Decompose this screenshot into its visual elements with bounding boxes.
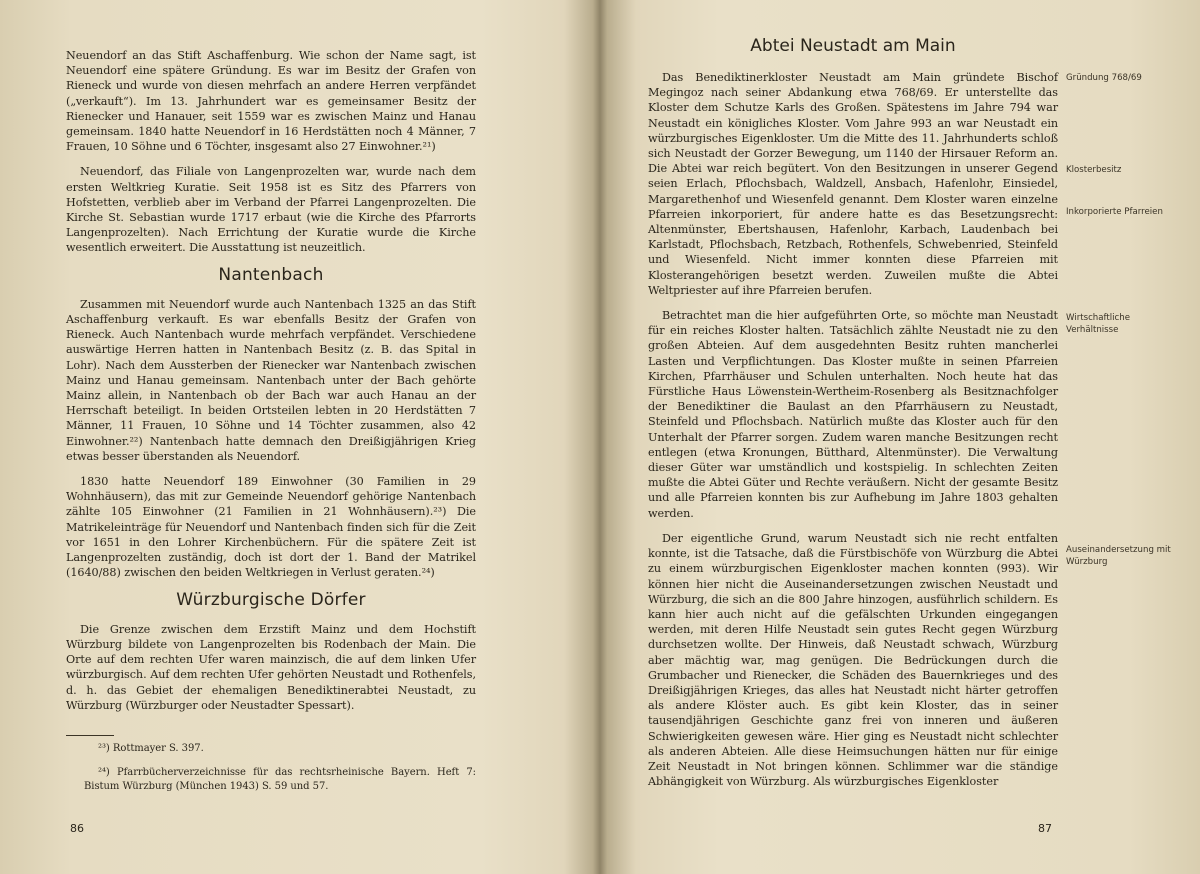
margin-note-wirtschaft: Wirtschaftliche Verhältnisse (1066, 313, 1130, 335)
page-number-left: 86 (70, 822, 84, 835)
paragraph-economy: Betrachtet man die hier aufgeführten Orte, so möchte man Neustadt für ein reiches Kloster halten. Tatsächlich zählte Neustadt nie zu den großen Abteien. Auf dem ausgedehnten Besitz ruhten mancherlei Lasten und Verpflichtungen. Das Kloster mußte in seinen Pfarreien Kirchen, Pfarrhäuser und Schulen unterhalten. Noch heute hat das Fürstliche Haus Löwenstein-Wertheim-Rosenberg als Besitznachfolger der Benediktiner die Baulast an den Pfarrhäusern zu Neustadt, Steinfeld und Pflochsbach. Natürlich mußte das Kloster auch für den Unterhalt der Pfarrer sorgen. Zudem waren manche Besitzungen recht entlegen (etwa Kronungen, Bütthard, Altenmünster). Die Verwaltung dieser Güter war umständlich und kostspielig. In schlechten Zeiten mußte die Abtei Güter und Rechte veräußern. Nicht der gesamte Besitz und alle Pfarreien konnten bis zur Aufhebung im Jahre 1803 gehalten werden. (648, 309, 1058, 520)
margin-note-inkorporierte: Inkorporierte Pfarreien (1066, 207, 1163, 217)
heading-nantenbach: Nantenbach (218, 264, 324, 285)
footnote-24: ²⁴) Pfarrbücherverzeichnisse für das rechtsrheinische Bayern. Heft 7: Bistum Würzburg (München 1943) S. 59 und 57. (84, 766, 476, 792)
footnote-divider (66, 735, 114, 736)
footnote-23: ²³) Rottmayer S. 397. (98, 742, 204, 754)
heading-wuerzburgische-doerfer: Würzburgische Dörfer (176, 589, 366, 610)
paragraph-wuerzburg-border: Die Grenze zwischen dem Erzstift Mainz und dem Hochstift Würzburg bildete von Langenprozelten bis Rodenbach der Main. Die Orte auf dem rechten Ufer waren mainzisch, die auf dem linken Ufer würzburgisch. Auf dem rechten Ufer gehörten Neustadt und Rothenfels, d. h. das Gebiet der ehemaligen Benediktinerabtei Neustadt, zu Würzburg (Würzburger oder Neustadter Spessart). (66, 622, 476, 712)
margin-note-klosterbesitz: Klosterbesitz (1066, 165, 1122, 175)
page-number-right: 87 (1038, 822, 1052, 835)
paragraph-nantenbach-population: 1830 hatte Neuendorf 189 Einwohner (30 Familien in 29 Wohnhäusern), das mit zur Gemeinde Neuendorf gehörige Nantenbach zählte 105 Einwohner (21 Familien in 21 Wohnhäusern).²³) Die Matrikeleinträge für Neuendorf und Nantenbach finden sich für die Zeit vor 1651 in den Lohrer Kirchenbüchern. Für die spätere Zeit ist Langenprozelten zuständig, doch ist dort der 1. Band der Matrikel (1640/88) zwischen den beiden Weltkriegen in Verlust geraten.²⁴) (66, 475, 476, 580)
right-page (600, 0, 1200, 874)
paragraph-nantenbach-history: Zusammen mit Neuendorf wurde auch Nantenbach 1325 an das Stift Aschaffenburg verkauft. Es war ebenfalls Besitz der Grafen von Rieneck. Auch Nantenbach wurde mehrfach verpfändet. Verschiedene auswärtige Herren hatten in Nantenbach Besitz (z. B. das Spital in Lohr). Nach dem Aussterben der Rienecker war Nantenbach zwischen Mainz und Hanau gemeinsam. Nantenbach unter der Bach gehörte Mainz allein, in Nantenbach ob der Bach war auch Hanau an der Herrschaft beteiligt. In beiden Ortsteilen lebten in 20 Herdstätten 7 Männer, 11 Frauen, 10 Söhne und 14 Töchter zusammen, also 42 Einwohner.²²) Nantenbach hatte demnach den Dreißigjährigen Krieg etwas besser überstanden als Neuendorf. (66, 297, 476, 463)
right-text-column (648, 70, 1058, 799)
margin-note-gruendung: Gründung 768/69 (1066, 73, 1142, 83)
page-title: Abtei Neustadt am Main (750, 36, 956, 56)
margin-note-auseinandersetzung: Auseinandersetzung mit Würzburg (1066, 545, 1171, 567)
paragraph-founding: Das Benediktinerkloster Neustadt am Main gründete Bischof Megingoz nach seiner Abdankung etwa 768/69. Er unterstellte das Kloster dem Schutze Karls des Großen. Spätestens im Jahre 794 war Neustadt ein königliches Kloster. Vom Jahre 993 an war Neustadt ein würzburgisches Eigenkloster. Um die Mitte des 11. Jahrhunderts schloß sich Neustadt der Gorzer Bewegung, um 1140 der Hirsauer Reform an. Die Abtei war reich begütert. Von den Besitzungen in unserer Gegend seien Erlach, Pflochsbach, Waldzell, Ansbach, Hafenlohr, Einsiedel, Margarethenhof und Wiesenfeld genannt. Dem Kloster waren einzelne Pfarreien inkorporiert, für andere hatte es das Besetzungsrecht: Altenmünster, Ebertshausen, Hafenlohr, Karbach, Laudenbach bei Karlstadt, Pflochsbach, Retzbach, Rothenfels, Schwebenried, Steinfeld und Wiesenfeld. Nicht immer konnten diese Pfarreien mit Klosterangehörigen besetzt werden. Zuweilen mußte die Abtei Weltpriester auf ihre Pfarreien berufen. (648, 71, 1058, 297)
paragraph-neuendorf-history: Neuendorf an das Stift Aschaffenburg. Wie schon der Name sagt, ist Neuendorf eine spätere Gründung. Es war im Besitz der Grafen von Rieneck und wurde von diesen mehrfach an andere Herren verpfändet („verkauft“). Im 13. Jahrhundert war es gemeinsamer Besitz der Rienecker und Hanauer, seit 1559 war es zwischen Mainz und Hanau gemeinsam. 1840 hatte Neuendorf in 16 Herdstätten noch 4 Männer, 7 Frauen, 10 Söhne und 6 Töchter, insgesamt also 27 Einwohner.²¹) (66, 49, 476, 154)
left-text-column (66, 48, 476, 804)
paragraph-wuerzburg-conflict: Der eigentliche Grund, warum Neustadt sich nie recht entfalten konnte, ist die Tatsache, daß die Fürstbischöfe von Würzburg die Abtei zu einem würzburgischen Eigenkloster machen konnten (993). Wir können hier nicht die Auseinandersetzungen zwischen Neustadt und Würzburg, die sich an die 800 Jahre hinzogen, ausführlich schildern. Es kann hier auch nicht auf die gefälschten Urkunden eingegangen werden, mit deren Hilfe Neustadt sein gutes Recht gegen Würzburg durchsetzen wollte. Der Hinweis, daß Neustadt schwach, Würzburg aber mächtig war, mag genügen. Die Bedrückungen durch die Grumbacher und Rienecker, die Schäden des Bauernkrieges und des Dreißigjährigen Krieges, das alles hat Neustadt nicht härter getroffen als andere Klöster auch. Es gibt kein Kloster, das in seiner tausendjährigen Geschichte ganz frei von inneren und äußeren Schwierigkeiten gewesen wäre. Hier ging es Neustadt nicht schlechter als anderen Abteien. Alle diese Heimsuchungen hätten nur für einige Zeit Neustadt in Not bringen können. Schlimmer war die ständige Abhängigkeit von Würzburg. Als würzburgisches Eigenkloster (648, 531, 1058, 789)
left-page (0, 0, 598, 874)
paragraph-neuendorf-kuratie: Neuendorf, das Filiale von Langenprozelten war, wurde nach dem ersten Weltkrieg Kuratie. Seit 1958 ist es Sitz des Pfarrers von Hofstetten, verblieb aber im Verband der Pfarrei Langenprozelten. Die Kirche St. Sebastian wurde 1717 erbaut (wie die Kirche des Pfarrorts Langenprozelten). Nach Errichtung der Kuratie wurde die Kirche wesentlich erweitert. Die Ausstattung ist neuzeitlich. (66, 165, 476, 255)
